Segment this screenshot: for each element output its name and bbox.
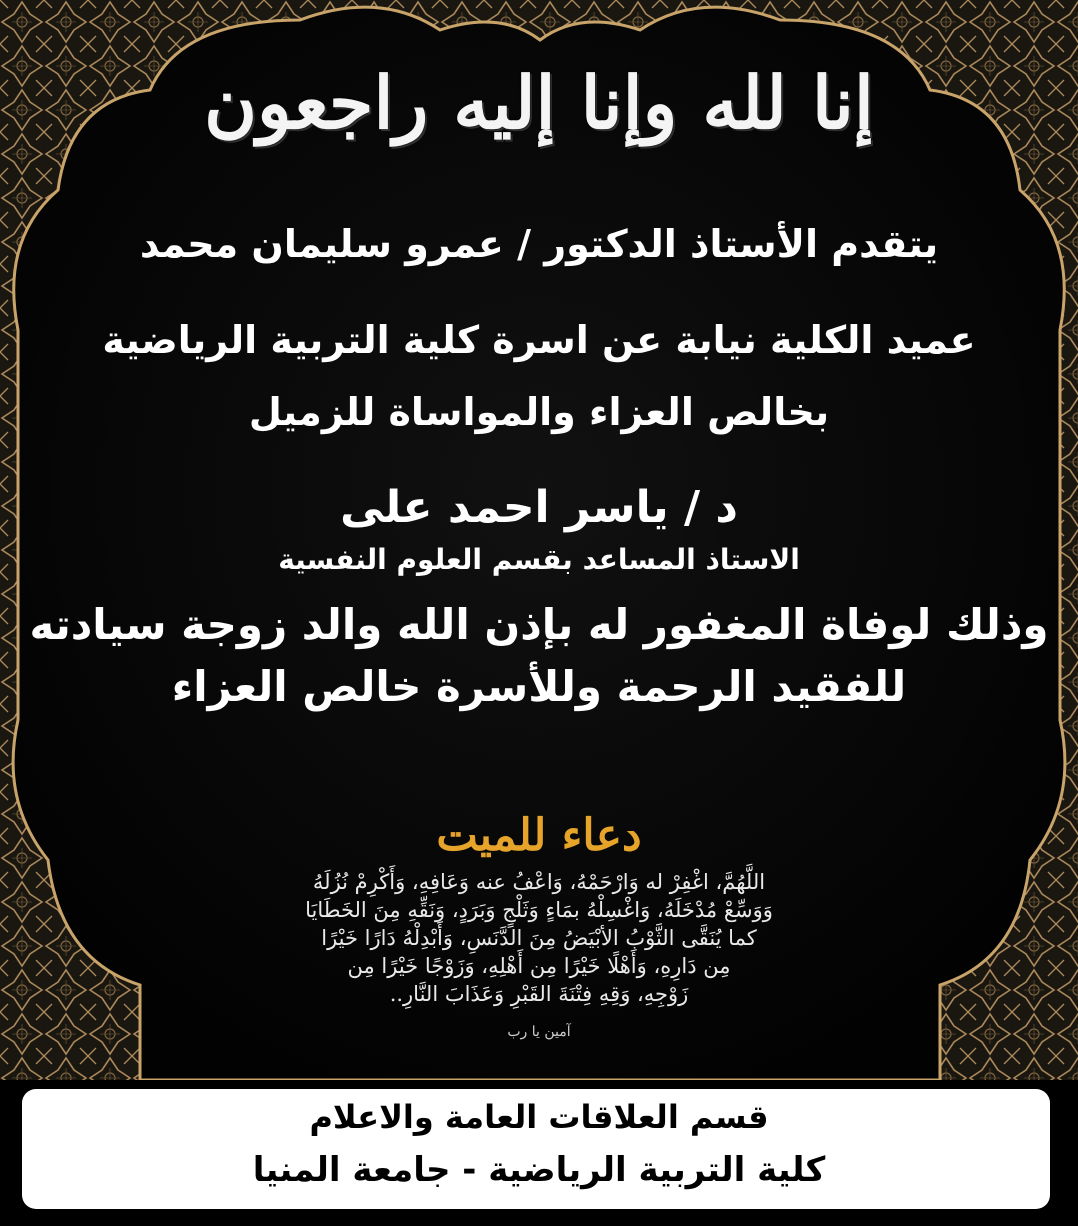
prayer-line: مِن دَارِهِ، وَأَهْلًا خَيْرًا مِن أَهْلِهِ، وَزَوْجًا خَيْرًا مِن — [347, 954, 731, 978]
presenter-line: يتقدم الأستاذ الدكتور / عمرو سليمان محمد — [139, 222, 939, 266]
message-line-1: وذلك لوفاة المغفور له بإذن الله والد زوجة سيادته — [29, 600, 1049, 649]
prayer-line: اللَّهُمَّ، اغْفِرْ له وَارْحَمْهُ، وَاعْفُ عنه وَعَافِهِ، وَأَكْرِمْ نُزُلَهُ — [312, 870, 766, 894]
amen-text: آمين يا رب — [507, 1024, 571, 1040]
prayer-title: دعاء للميت — [436, 810, 642, 861]
calligraphy-title: إنا لله وإنا إليه راجعون — [204, 60, 874, 145]
dean-line: عميد الكلية نيابة عن اسرة كلية التربية الرياضية — [102, 318, 976, 362]
prayer-line: زَوْجِهِ، وَقِهِ فِتْنَةَ القَبْرِ وَعَذَابَ النَّارِ.. — [389, 982, 689, 1006]
condolence-line: بخالص العزاء والمواساة للزميل — [248, 390, 830, 434]
deceased-title: الاستاذ المساعد بقسم العلوم النفسية — [278, 543, 800, 576]
footer-faculty: كلية التربية الرياضية - جامعة المنيا — [252, 1150, 826, 1190]
footer-department: قسم العلاقات العامة والاعلام — [309, 1098, 769, 1136]
prayer-line: كما يُنَقَّى الثَّوْبُ الأبْيَضُ مِنَ الدَّنَسِ، وَأَبْدِلْهُ دَارًا خَيْرًا — [321, 926, 757, 950]
prayer-line: وَوَسِّعْ مُدْخَلَهُ، وَاغْسِلْهُ بمَاءٍ وَثَلْجٍ وَبَرَدٍ، وَنَقِّهِ مِنَ الخَطَايَا — [305, 898, 773, 922]
message-line-2: للفقيد الرحمة وللأسرة خالص العزاء — [171, 662, 907, 711]
deceased-name: د / ياسر احمد على — [340, 482, 738, 533]
